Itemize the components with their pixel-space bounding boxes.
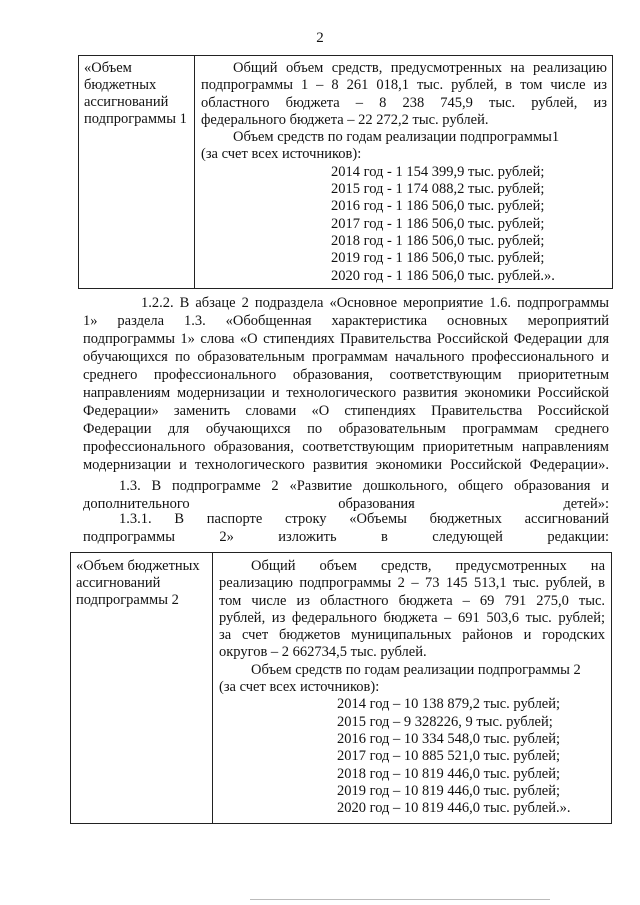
para-line: профессионального образования, соответствующим приоритетным направлениям [83, 439, 609, 455]
label-line: бюджетных [84, 77, 157, 93]
year-line: 2015 год – 9 328226, 9 тыс. рублей; [337, 713, 553, 730]
year-line: 2016 год - 1 186 506,0 тыс. рублей; [331, 198, 545, 215]
content-line: (за счет всех источников): [219, 679, 380, 696]
year-line: 2018 год - 1 186 506,0 тыс. рублей; [331, 232, 545, 249]
year-line: 2017 год - 1 186 506,0 тыс. рублей; [331, 215, 545, 232]
para-line: Федерации» заменить словами «О стипендиях Правительства Российской [83, 403, 609, 419]
label-line: подпрограммы 2 [76, 592, 179, 608]
para-line: среднего профессионального образования, соответствующим приоритетным [83, 367, 609, 383]
para-line: подпрограммы 1» слова «О стипендиях Правительства Российской Федерации для [83, 331, 609, 347]
table-divider [194, 56, 195, 288]
label-line: «Объем бюджетных [76, 558, 200, 574]
content-line: реализацию подпрограммы 2 – 73 145 513,1 тыс. рублей, в [219, 575, 605, 592]
para-line: подпрограммы 2» изложить в следующей редакции: [83, 529, 609, 545]
content-line: подпрограммы 1 – 8 261 018,1 тыс. рублей, в том числе из [201, 77, 607, 94]
content-line: округов – 2 662734,5 тыс. рублей. [219, 644, 427, 661]
para-line: направлениям модернизации и технологического развития экономики Российской [83, 385, 609, 401]
bottom-rule [250, 899, 550, 900]
content-line: том числе из областного бюджета – 69 791 275,0 тыс. [219, 592, 605, 609]
paragraph-1-2-2 [83, 294, 609, 474]
label-line: ассигнований [84, 94, 169, 110]
label-line: «Объем [84, 60, 132, 76]
content-line: федерального бюджета – 22 272,2 тыс. рублей. [201, 111, 489, 128]
year-line: 2014 год – 10 138 879,2 тыс. рублей; [337, 696, 561, 713]
content-line: Общий объем средств, предусмотренных на реализацию [233, 60, 607, 76]
para-line: дополнительного образования детей»: [83, 496, 609, 512]
year-line: 2018 год – 10 819 446,0 тыс. рублей; [337, 765, 561, 782]
years-list [201, 164, 607, 285]
content-line: за счет бюджетов муниципальных районов и городских [219, 627, 605, 644]
para-line: 1» раздела 1.3. «Обобщенная характеристика основных мероприятий [83, 313, 609, 329]
year-line: 2016 год – 10 334 548,0 тыс. рублей; [337, 730, 561, 747]
year-line: 2020 год - 1 186 506,0 тыс. рублей.». [331, 267, 555, 284]
content-line: Общий объем средств, предусмотренных на [251, 558, 605, 574]
year-line: 2019 год – 10 819 446,0 тыс. рублей; [337, 782, 561, 799]
paragraph-1-3-1 [83, 510, 609, 546]
para-line: 1.3. В подпрограмме 2 «Развитие дошкольного, общего образования и [119, 478, 609, 494]
label-line: подпрограммы 1 [84, 111, 187, 127]
paragraph-1-3 [83, 477, 609, 513]
para-line: Федерации для обучающихся по образовательным программам среднего [83, 421, 609, 437]
years-list [219, 696, 605, 817]
content-line: (за счет всех источников): [201, 146, 362, 163]
para-line: 1.3.1. В паспорте строку «Объемы бюджетных ассигнований [119, 511, 609, 527]
para-line: 1.2.2. В абзаце 2 подраздела «Основное мероприятие 1.6. подпрограммы [141, 295, 609, 311]
table-divider [212, 553, 213, 823]
table1-content [201, 60, 607, 285]
year-line: 2015 год - 1 174 088,2 тыс. рублей; [331, 181, 545, 198]
content-line: областного бюджета – 8 238 745,9 тыс. рублей, из [201, 94, 607, 111]
year-line: 2020 год – 10 819 446,0 тыс. рублей.». [337, 800, 571, 817]
table2-content [219, 558, 605, 817]
para-line: обучающихся по образовательным программам начального профессионального и [83, 349, 609, 365]
para-line: модернизации и технологического развития экономики Российской Федерации». [83, 457, 609, 473]
table2-label [76, 558, 200, 609]
page-number: 2 [316, 30, 324, 46]
content-line: Объем средств по годам реализации подпрограммы 2 [251, 661, 581, 678]
label-line: ассигнований [76, 575, 161, 591]
year-line: 2014 год - 1 154 399,9 тыс. рублей; [331, 163, 545, 180]
year-line: 2017 год – 10 885 521,0 тыс. рублей; [337, 748, 561, 765]
year-line: 2019 год - 1 186 506,0 тыс. рублей; [331, 250, 545, 267]
content-line: Объем средств по годам реализации подпрограммы1 [233, 129, 560, 146]
table1-label [84, 60, 187, 128]
content-line: рублей, из федерального бюджета – 691 503,6 тыс. рублей; [219, 609, 605, 626]
